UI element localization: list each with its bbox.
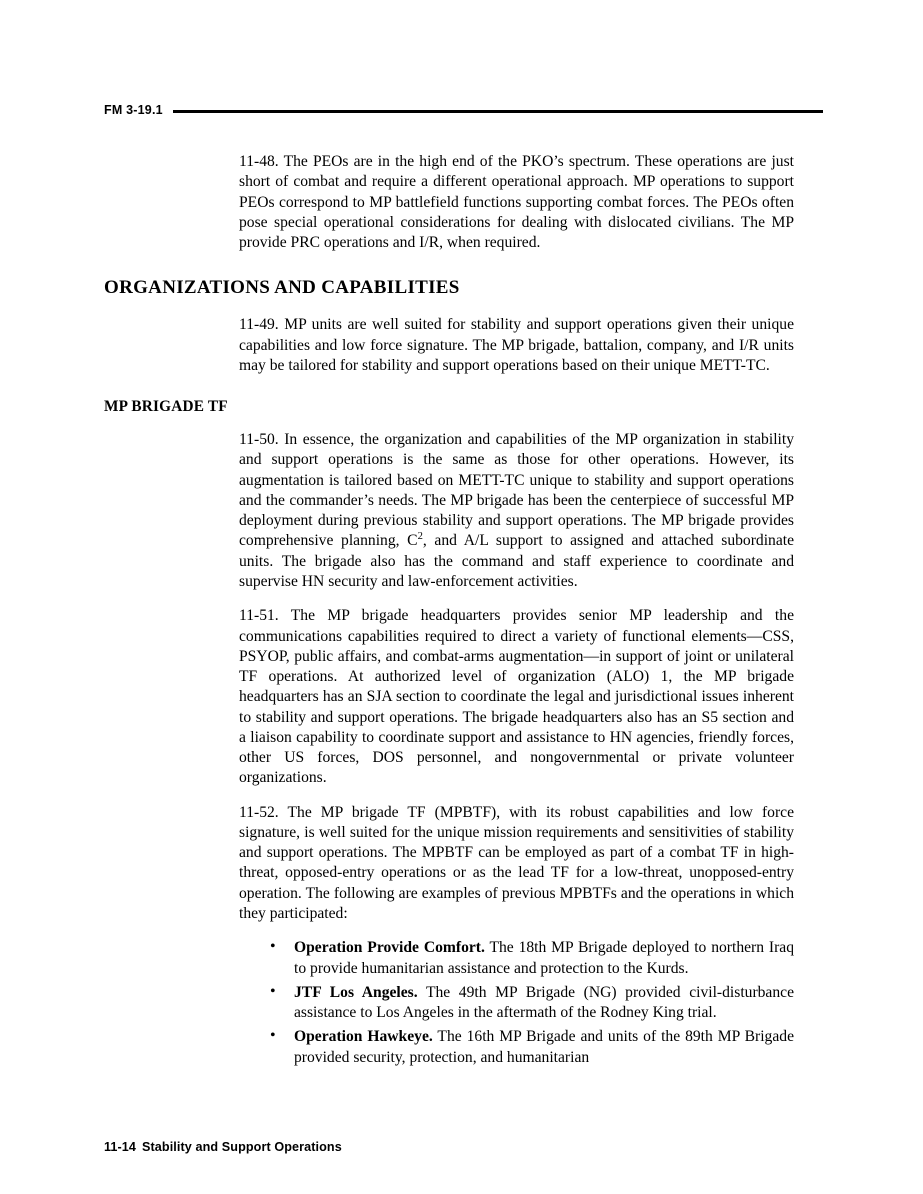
list-item-lead: Operation Provide Comfort.	[294, 939, 485, 957]
paragraph-11-52: 11-52. The MP brigade TF (MPBTF), with its robust capabilities and low force signature, is well suited for the unique mission requirements and sensitivities of stability and support operations. The MPBTF can be employed as part of a combat TF in high-threat, opposed-entry operations or as the lead TF for a low-threat, unopposed-entry operation. The following are examples of previous MPBTFs and the operations in which they participated:	[239, 803, 794, 922]
list-item-text: The 49th MP Brigade (NG) provided civil-disturbance assistance to Los Angeles in the aftermath of the Rodney King trial.	[294, 983, 794, 1022]
section-heading-organizations-and-capabilities: ORGANIZATIONS AND CAPABILITIES	[104, 277, 460, 299]
paragraph-11-50-part-a: 11-50. In essence, the organization and capabilities of the MP organization in stability and support operations is the same as those for other operations. However, its augmentation is tailored based on METT-TC unique to stability and support operations and the commander’s needs. The MP brigade has been the centerpiece of successful MP deployment during previous stability and support operations. The MP brigade provides comprehensive planning, C	[239, 431, 794, 550]
list-item	[264, 938, 794, 979]
page-header	[104, 100, 823, 120]
page-content	[104, 152, 794, 1072]
paragraph-11-50	[239, 430, 794, 592]
list-item-text: The 18th MP Brigade deployed to northern Iraq to provide humanitarian assistance and protection to the Kurds.	[294, 939, 794, 977]
list-item-text: The 16th MP Brigade and units of the 89th MP Brigade provided security, protection, and humanitarian	[294, 1028, 794, 1066]
superscript-two: 2	[417, 531, 423, 543]
subsection-heading-mp-brigade-tf: MP BRIGADE TF	[104, 398, 228, 416]
header-rule	[173, 110, 823, 113]
paragraph-11-51: 11-51. The MP brigade headquarters provides senior MP leadership and the communications capabilities required to direct a variety of functional elements—CSS, PSYOP, public affairs, and combat-arms augmentation—in support of joint or unilateral TF operations. At authorized level of organization (ALO) 1, the MP brigade headquarters has an SJA section to coordinate the legal and jurisdictional issues inherent to stability and support operations. The brigade headquarters also has an S5 section and a liaison capability to coordinate support and assistance to HN agencies, friendly forces, other US forces, DOS personnel, and nongovernmental or private volunteer organizations.	[239, 607, 794, 787]
list-item-lead: JTF Los Angeles.	[294, 983, 418, 1001]
page-footer	[104, 1140, 342, 1154]
list-item-lead: Operation Hawkeye.	[294, 1028, 433, 1046]
footer-chapter-title: Stability and Support Operations	[142, 1140, 342, 1154]
footer-page-number: 11-14	[104, 1140, 137, 1154]
paragraph-11-49: 11-49. MP units are well suited for stability and support operations given their unique capabilities and low force signature. The MP brigade, battalion, company, and I/R units may be tailored for stability and support operations based on their unique METT-TC.	[239, 316, 794, 374]
list-item	[264, 983, 794, 1024]
examples-list	[264, 938, 794, 1068]
paragraph-11-50-part-b: , and A/L support to assigned and attached subordinate units. The brigade also has the command and staff experience to coordinate and supervise HN security and law-enforcement activities.	[239, 532, 795, 590]
paragraph-11-48: 11-48. The PEOs are in the high end of the PKO’s spectrum. These operations are just short of combat and require a different operational approach. MP operations to support PEOs correspond to MP battlefield functions supporting combat forces. The PEOs often pose special operational considerations for dealing with dislocated civilians. The MP provide PRC operations and I/R, when required.	[239, 153, 794, 252]
list-item	[264, 1027, 794, 1068]
manual-identifier: FM 3-19.1	[104, 103, 163, 117]
